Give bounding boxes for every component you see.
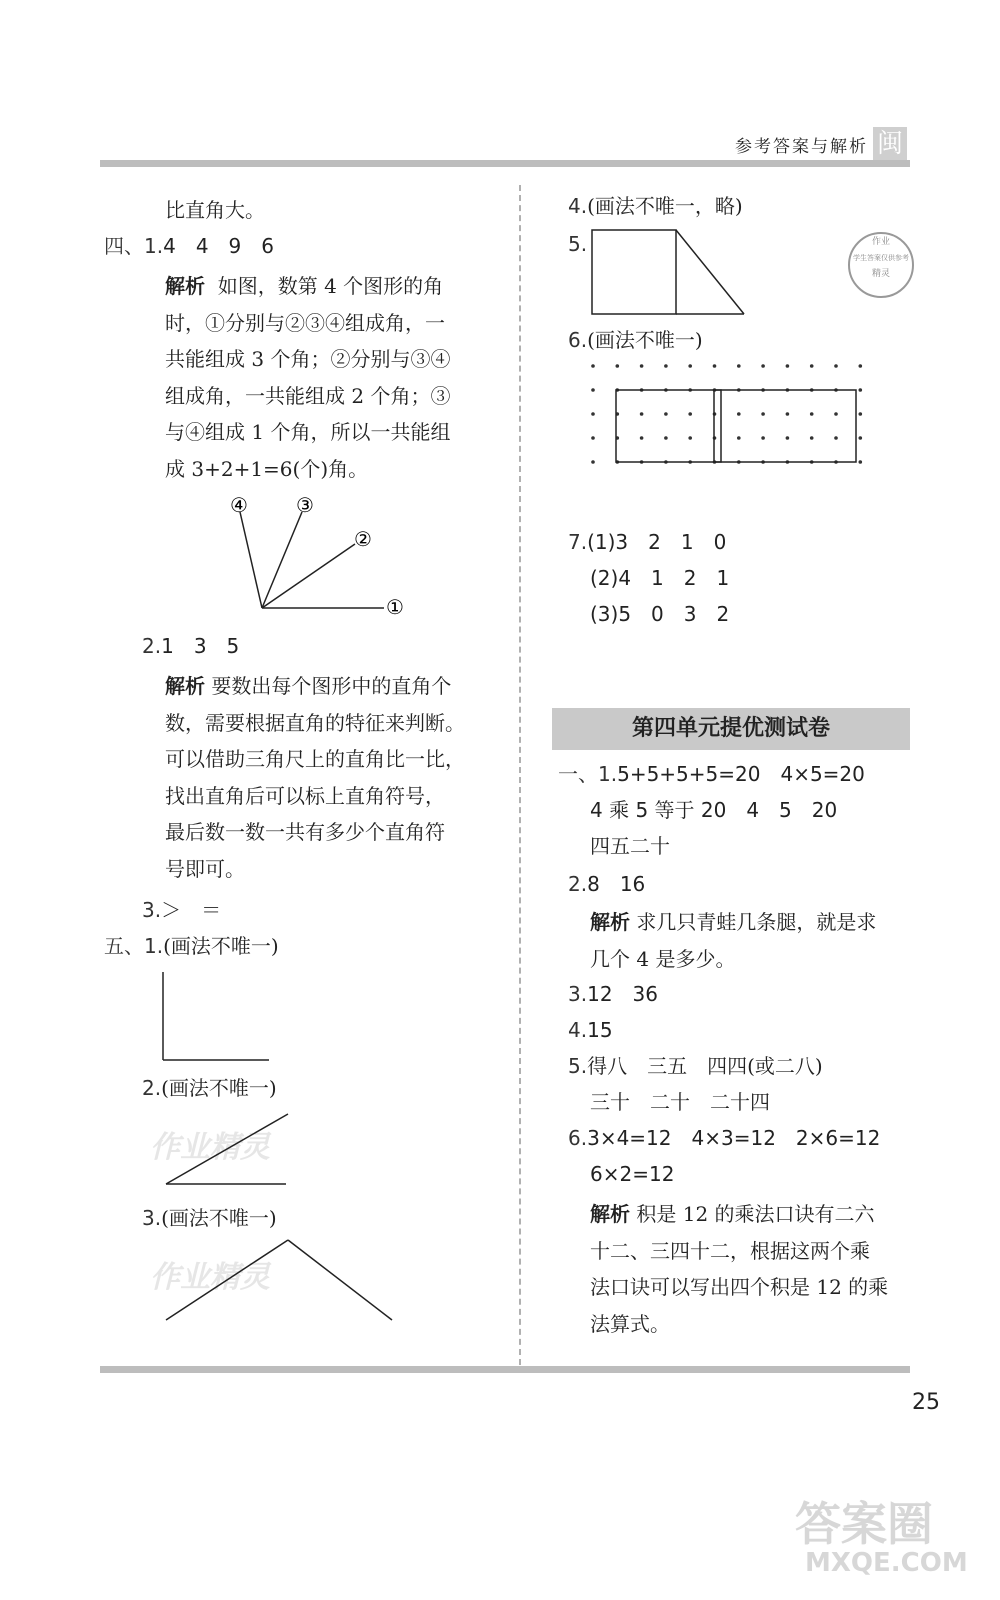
right-angle-drawing [155,968,285,1068]
grid-dot [616,364,620,368]
corner-watermark: 答案圈 [795,1497,933,1551]
answer-row: (3)5 0 3 2 [590,602,730,626]
answer: 15 [587,1018,613,1042]
grid-dot [591,436,595,440]
page-number: 25 [912,1390,940,1415]
grid-dot [810,412,814,416]
watermark: 作业精灵 [150,1130,270,1165]
ray-label-1: ① [386,595,404,619]
explanation-line: 找出直角后可以标上直角符号， [165,783,445,808]
grid-dot [761,412,765,416]
angle-figure [220,490,420,620]
explanation-line: 可以借助三角尺上的直角比一比， [165,747,465,771]
section-label: 四、 [104,234,144,258]
answer: 12 36 [587,982,658,1006]
grid-dot [761,436,765,440]
column-divider [519,185,521,1365]
explanation-line: 几个 4 是多少。 [590,946,736,971]
answer: (画法不唯一，略) [587,194,743,218]
question-number: 3. [142,898,162,922]
grid-dot [810,436,814,440]
ray-label-3: ③ [296,493,314,517]
stamp-line: 作业 [871,237,890,247]
explanation-line: 与④组成 1 个角，所以一共能组 [165,420,451,444]
unit-q5 [568,1052,823,1080]
header-title: 参考答案与解析 [735,137,868,157]
question-number: 3. [142,1206,162,1230]
answer-line: 得八 三五 四四(或二八) [587,1054,823,1078]
grid-dot [737,364,741,368]
right-q7 [568,528,726,556]
grid-dot [834,436,838,440]
grid-dot [688,364,692,368]
grid-dot [640,364,644,368]
explanation-label: 解析 [590,1202,630,1226]
grid-dot [761,364,765,368]
unit-q1 [558,760,865,788]
section-4-q2 [142,632,239,660]
explanation-label: 解析 [165,674,205,698]
question-number: 6. [568,328,588,352]
explanation-line: 积是 12 的乘法口诀有二六 [636,1202,875,1226]
unit-q3 [568,980,658,1008]
section-4-q3 [142,896,221,924]
stamp [848,232,914,298]
question-number: 2. [568,872,588,896]
explanation-line: 十二、三四十二，根据这两个乘 [590,1238,870,1263]
grid-dot [859,436,863,440]
section-5-q3 [142,1204,277,1232]
grid-dot [859,412,863,416]
right-q6 [568,326,703,354]
square-triangle-drawing [590,228,760,318]
question-number: 5. [568,232,588,256]
grid-dot [834,364,838,368]
grid-dot [859,388,863,392]
grid-dot [591,460,595,464]
question-number: 7. [568,530,588,554]
grid-rectangle [714,390,856,462]
unit-q4 [568,1016,613,1044]
explanation-line: 如图，数第 4 个图形的角 [217,274,444,298]
grid-dot [591,364,595,368]
section-5-q1 [104,932,279,960]
question-number: 4. [568,194,588,218]
answer: ＞ ＝ [161,898,222,922]
question-number: 1. [144,934,164,958]
ray-label-2: ② [354,527,372,551]
section-4-q1 [104,232,274,260]
question-number: 1. [144,234,164,258]
explanation-line: 成 3+2+1=6(个)角。 [165,456,369,481]
grid-dot [688,436,692,440]
question-number: 3. [568,982,588,1006]
question-number: 1. [598,762,618,786]
grid-dot [859,364,863,368]
answer-row: (1)3 2 1 0 [587,530,727,554]
answer-line: 3×4=12 4×3=12 2×6=12 [587,1126,881,1150]
answer: (画法不唯一) [161,1206,277,1230]
explanation-line: 时，①分别与②③④组成角，一 [165,310,445,335]
answer: (画法不唯一) [587,328,703,352]
unit-title-banner: 第四单元提优测试卷 [552,708,910,750]
explanation-label: 解析 [590,910,630,934]
grid-dot [737,412,741,416]
grid-dot [834,412,838,416]
explanation-line: 最后数一数一共有多少个直角符 [165,820,445,844]
answer: 8 16 [587,872,646,896]
question-number: 2. [142,634,162,658]
ray-4 [240,512,262,608]
answer-line: 四五二十 [590,834,670,858]
explanation-line: 法口诀可以写出四个积是 12 的乘 [590,1275,889,1299]
grid-dot [786,412,790,416]
right-q5 [568,230,587,258]
corner-watermark-url: MXQE.COM [805,1548,968,1578]
grid-dot [640,436,644,440]
grid-dot [640,412,644,416]
footer-rule [100,1366,910,1373]
question-number: 4. [568,1018,588,1042]
grid-dot [737,436,741,440]
explanation-line: 数，需要根据直角的特征来判断。 [165,710,465,735]
explanation-block [165,668,465,887]
answer-line: 6×2=12 [590,1162,675,1186]
question-number: 5. [568,1054,588,1078]
unit-q2 [568,870,645,898]
explanation-line: 法算式。 [590,1311,670,1336]
grid-dot [591,412,595,416]
dot-grid [585,360,915,500]
grid-dot [810,364,814,368]
stamp-line: 精灵 [871,269,890,279]
watermark: 作业精灵 [150,1260,270,1295]
header-rule [100,160,910,167]
grid-dot [713,364,717,368]
explanation-line: 要数出每个图形中的直角个 [211,674,452,698]
section-5-q2 [142,1074,277,1102]
explanation-line: 组成角，一共能组成 2 个角；③ [165,383,451,408]
explanation-label: 解析 [165,274,205,298]
explanation-block [590,904,876,977]
grid-dot [664,364,668,368]
explanation-line: 共能组成 3 个角；②分别与③④ [165,347,451,371]
grid-dot [664,436,668,440]
answer: (画法不唯一) [161,1076,277,1100]
grid-dot [688,412,692,416]
answer: 1 3 5 [161,634,240,658]
grid-dot [591,388,595,392]
obtuse-angle-drawing [160,1236,410,1326]
grid-dot [859,460,863,464]
explanation-line: 求几只青蛙几条腿，就是求 [636,910,877,934]
answer: (画法不唯一) [163,934,279,958]
region-badge: 闽 [873,127,907,161]
answer: 4 4 9 6 [163,234,274,258]
question-number: 6. [568,1126,588,1150]
answer-row: (2)4 1 2 1 [590,566,730,590]
answer-line: 三十 二十 二十四 [590,1090,770,1114]
answer-line: 4 乘 5 等于 20 4 5 20 [590,798,838,822]
unit-q6 [568,1124,880,1152]
grid-dot [664,412,668,416]
explanation-line: 号即可。 [165,856,245,881]
section-label: 一、 [558,762,598,786]
acute-angle-drawing [160,1110,300,1190]
grid-dot [786,364,790,368]
section-label: 五、 [104,934,144,958]
grid-dot [786,436,790,440]
explanation-block [165,268,450,487]
stamp-line: 学生答案仅供参考 [853,254,909,262]
right-q4 [568,192,743,220]
grid-square [616,390,721,462]
answer-line: 5+5+5+5=20 4×5=20 [617,762,865,786]
continuation-text: 比直角大。 [165,198,265,222]
explanation-block [590,1196,888,1342]
ray-label-4: ④ [230,493,248,517]
question-number: 2. [142,1076,162,1100]
